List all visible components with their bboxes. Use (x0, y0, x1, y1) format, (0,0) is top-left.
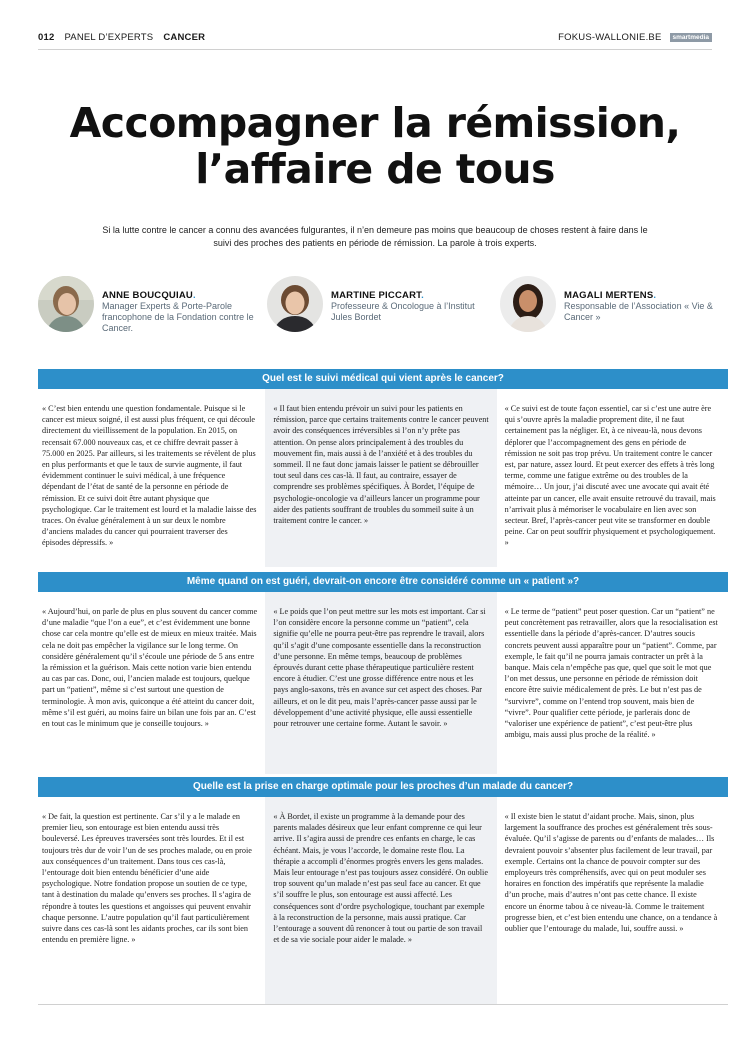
page-number: 012 (38, 31, 55, 43)
expert-role: Professeure & Oncologue à l’Institut Jules Bordet (331, 301, 475, 322)
article-title (40, 100, 710, 192)
header-divider (38, 49, 712, 50)
answer-piccart-3: « À Bordet, il existe un programme à la demande pour des parents malades désireux que leur enfant comprenne ce qui leur arrive. Il s’agira aussi de prendre ces enfants en charge, le cas échéant. Mais, je vous l’accorde, le domaine reste flou. La thérapie a accompli d’énormes progrès envers les gens malades. Mais leur entourage n’est pas toujours assez considéré. On oublie trop souvent qu’un malade n’est pas seul face au cancer. Et que s’il souffre le plus, son entourage est aussi affecté. Les conséquences sont d’ordre psychologique, touchant par exemple à la reconstruction de la personne, mais aussi pratique. Car l’entourage a souvent dû renoncer à tout ou partie de son travail et de sa vie sociale pour aider le malade. » (265, 797, 496, 1004)
expert-magali-mertens: MAGALI MERTENS. Responsable de l’Association « Vie & Cancer » (500, 276, 730, 332)
question-2-answers (38, 592, 728, 774)
title-line-2: l’affaire de tous (195, 145, 555, 193)
question-1-answers (38, 389, 728, 567)
expert-martine-piccart: MARTINE PICCART. Professeure & Oncologue à l’Institut Jules Bordet (267, 276, 497, 332)
answer-boucquiau-2: « Aujourd’hui, on parle de plus en plus souvent du cancer comme d’une maladie “que l’on a eue”, et c’est évidemment une bonne chose car cela montre qu’elle est de mieux en mieux traitée. Mais cela ne doit pas empêcher la vigilance sur le long terme. On considère généralement qu’il s’écoule une période de 5 ans entre la rémission et la guérison. Mais cette notion varie bien entendu au cas par cas. Donc, oui, l’ancien malade est toujours, quelque part un “patient”, même si c’est surtout une question de terminologie. À mon avis, quiconque a été atteint du cancer doit, même s’il est guéri, au moins faire un bilan une fois par an. C’est en tout cas le minimum que je conseille toujours. » (42, 607, 258, 729)
question-3-bar: Quelle est la prise en charge optimale pour les proches d’un malade du cancer? (38, 777, 728, 797)
question-1-bar: Quel est le suivi médical qui vient après le cancer? (38, 369, 728, 389)
answer-mertens-3: « Il existe bien le statut d’aidant proche. Mais, sinon, plus largement la souffrance des proches est généralement très sous-évaluée. Qu’il s’agisse de parents ou d’enfants de malades… Ils devraient pouvoir s’absenter plus facilement de leur travail, par exemple. Certains ont la chance de pouvoir compter sur des employeurs très compréhensifs, avec qui on peut moduler ses horaires en fonction des impératifs que représente la maladie d’un proche, mais d’autres n’ont pas cette chance. Il existe encore un énorme tabou à ce niveau-là. Comme le traitement progresse bien, et c’est bien entendu une chance, on a tendance à oublier que l’entourage du malade, lui, souffre aussi. » (504, 812, 718, 934)
expert-anne-boucquiau: ANNE BOUCQUIAU. Manager Experts & Porte-Parole francophone de la Fondation contre le Cancer. (38, 276, 268, 334)
title-line-1: Accompagner la rémission, (69, 99, 681, 147)
avatar (38, 276, 94, 332)
answer-boucquiau-1: « C’est bien entendu une question fondamentale. Puisque si le cancer est mieux soigné, il est aussi plus fréquent, ce qui découle directement du vieillissement de la population. En 2015, on recensait 67.000 nouveaux cas, et ce chiffre devrait passer à 75.000 en 2025. Par ailleurs, si les traitements se révèlent de plus en plus performants et que le taux de survie augmente, il faut évidemment continuer le suivi médical, à une fréquence dépendant de l’état de santé de la personne en période de rémission. Et ce suivi doit être autant physique que psychologique. Car le traitement est lourd et la maladie laisse des traces. On évalue généralement à un sur deux le nombre d’anciens malades du cancer qui pourraient traverser des épisodes dépressifs. » (42, 404, 257, 548)
footer-divider (38, 1004, 728, 1005)
experts-row (38, 276, 712, 336)
question-3-answers (38, 797, 728, 1004)
section-label: PANEL D’EXPERTS (64, 31, 154, 43)
avatar (500, 276, 556, 332)
answer-boucquiau-3: « De fait, la question est pertinente. Car s’il y a le malade en premier lieu, son entourage est bien entendu aussi très bouleversé. Les épreuves traversées sont très lourdes. Et il est toujours très dur de voir l’un de ses proches malade, ou en proie aux conséquences d’un traitement. Dans tous ces cas-là, l’entourage doit bien entendu bénéficier d’une aide psychologique. Notre fondation propose un soutien de ce type, tant à destination du malade qu’envers ses proches. Il s’agira de répondre à toutes les questions et angoisses qui peuvent envahir chaque personne. L’autre population qu’il faut particulièrement suivre dans ces cas-là sont les aidants proches, car ils sont bien entendu en première ligne. » (42, 812, 252, 945)
answer-mertens-1: « Ce suivi est de toute façon essentiel, car si c’est une autre ère qui s’ouvre après la maladie proprement dite, il ne faut certainement pas la négliger. Et, à ce niveau-là, nous devons déplorer que l’accompagnement des gens en période de rémission ne soit pas trop prévu. Un traitement contre le cancer est, par nature, assez lourd. Et peut exercer des effets à très long terme, comme une fatigue extrême ou des troubles de la mémoire… Un jour, j’ai discuté avec une avocate qui avait été atteinte par un cancer, elle avait ensuite retrouvé du travail, mais n’arrivait plus à mémoriser le vocabulaire en lien avec son secteur. Bref, l’après-cancer peut vite se transformer en double peine. Car on peut souffrir physiquement et psychologiquement. » (504, 404, 716, 548)
page-header (38, 30, 712, 44)
answer-mertens-2: « Le terme de “patient” peut poser question. Car un “patient” ne peut concrètement pas retravailler, alors que la resocialisation est essentielle dans la période d’après-cancer. D’autres soucis concrets peuvent aussi apparaître pour un “patient”. Comme, par exemple, le fait qu’il ne pourra jamais contracter un prêt à la banque. Mais cela n’empêche pas que, quel que soit le mot que l’on met dessus, une personne en période de rémission doit encore être suivie médicalement de près. Le but n’est pas de “survivre”, comme on l’entend trop souvent, mais bien de “vivre”. Pour qualifier cette période, je parlerais donc de “valoriser une expérience de patient”, c’est peut-être plus ambigu, mais aussi plus proche de la réalité. » (504, 607, 718, 740)
site-link[interactable]: FOKUS-WALLONIE.BE (558, 31, 662, 43)
expert-name: MARTINE PICCART (331, 290, 422, 301)
category-label: CANCER (163, 31, 206, 43)
expert-name: MAGALI MERTENS (564, 290, 654, 301)
brand-logo: smartmedia (670, 33, 713, 42)
expert-role: Manager Experts & Porte-Parole francophone de la Fondation contre le Cancer. (102, 301, 254, 333)
expert-name: ANNE BOUCQUIAU (102, 290, 193, 301)
expert-role: Responsable de l’Association « Vie & Cancer » (564, 301, 713, 322)
answer-piccart-1: « Il faut bien entendu prévoir un suivi pour les patients en rémission, parce que certains traitements contre le cancer peuvent avoir des conséquences irréversibles si l’on n’y prête pas attention. On pense alors principalement à des troubles du mouvement fin, mais aussi à de l’anxiété et à des troubles du sommeil. Il ne faut donc jamais laisser le patient se débrouiller tout seul dans ces cas-là. Il faut, au contraire, essayer de comprendre ses problèmes spécifiques. À Bordet, l’équipe de psychologie-oncologie va d’ailleurs lancer un programme pour aider des patients souffrant de troubles du sommeil suite à un traitement contre le cancer. » (265, 389, 496, 567)
article-intro: Si la lutte contre le cancer a connu des avancées fulgurantes, il n’en demeure pas moins que beaucoup de choses restent à faire dans le suivi des proches des patients en période de rémission. La parole à trois experts. (102, 225, 648, 248)
avatar (267, 276, 323, 332)
question-2-bar: Même quand on est guéri, devrait-on encore être considéré comme un « patient »? (38, 572, 728, 592)
answer-piccart-2: « Le poids que l’on peut mettre sur les mots est important. Car si l’on considère encore la personne comme un “patient”, cela signifie qu’elle ne pourra peut-être pas reprendre le travail, alors qu’il s’agit d’une composante essentielle dans la reconstruction d’une personne. En même temps, beaucoup de problèmes éprouvés durant cette phase thérapeutique particulière restent encore à étudier. C’est une grosse différence entre nous et les pays anglo-saxons, très en avance sur cet aspect des choses. Par ailleurs, et on le dit peu, mais l’après-cancer passe aussi par le développement d’une activité physique, elle aussi essentielle pour retrouver une certaine forme. Autant le savoir. » (265, 592, 496, 774)
